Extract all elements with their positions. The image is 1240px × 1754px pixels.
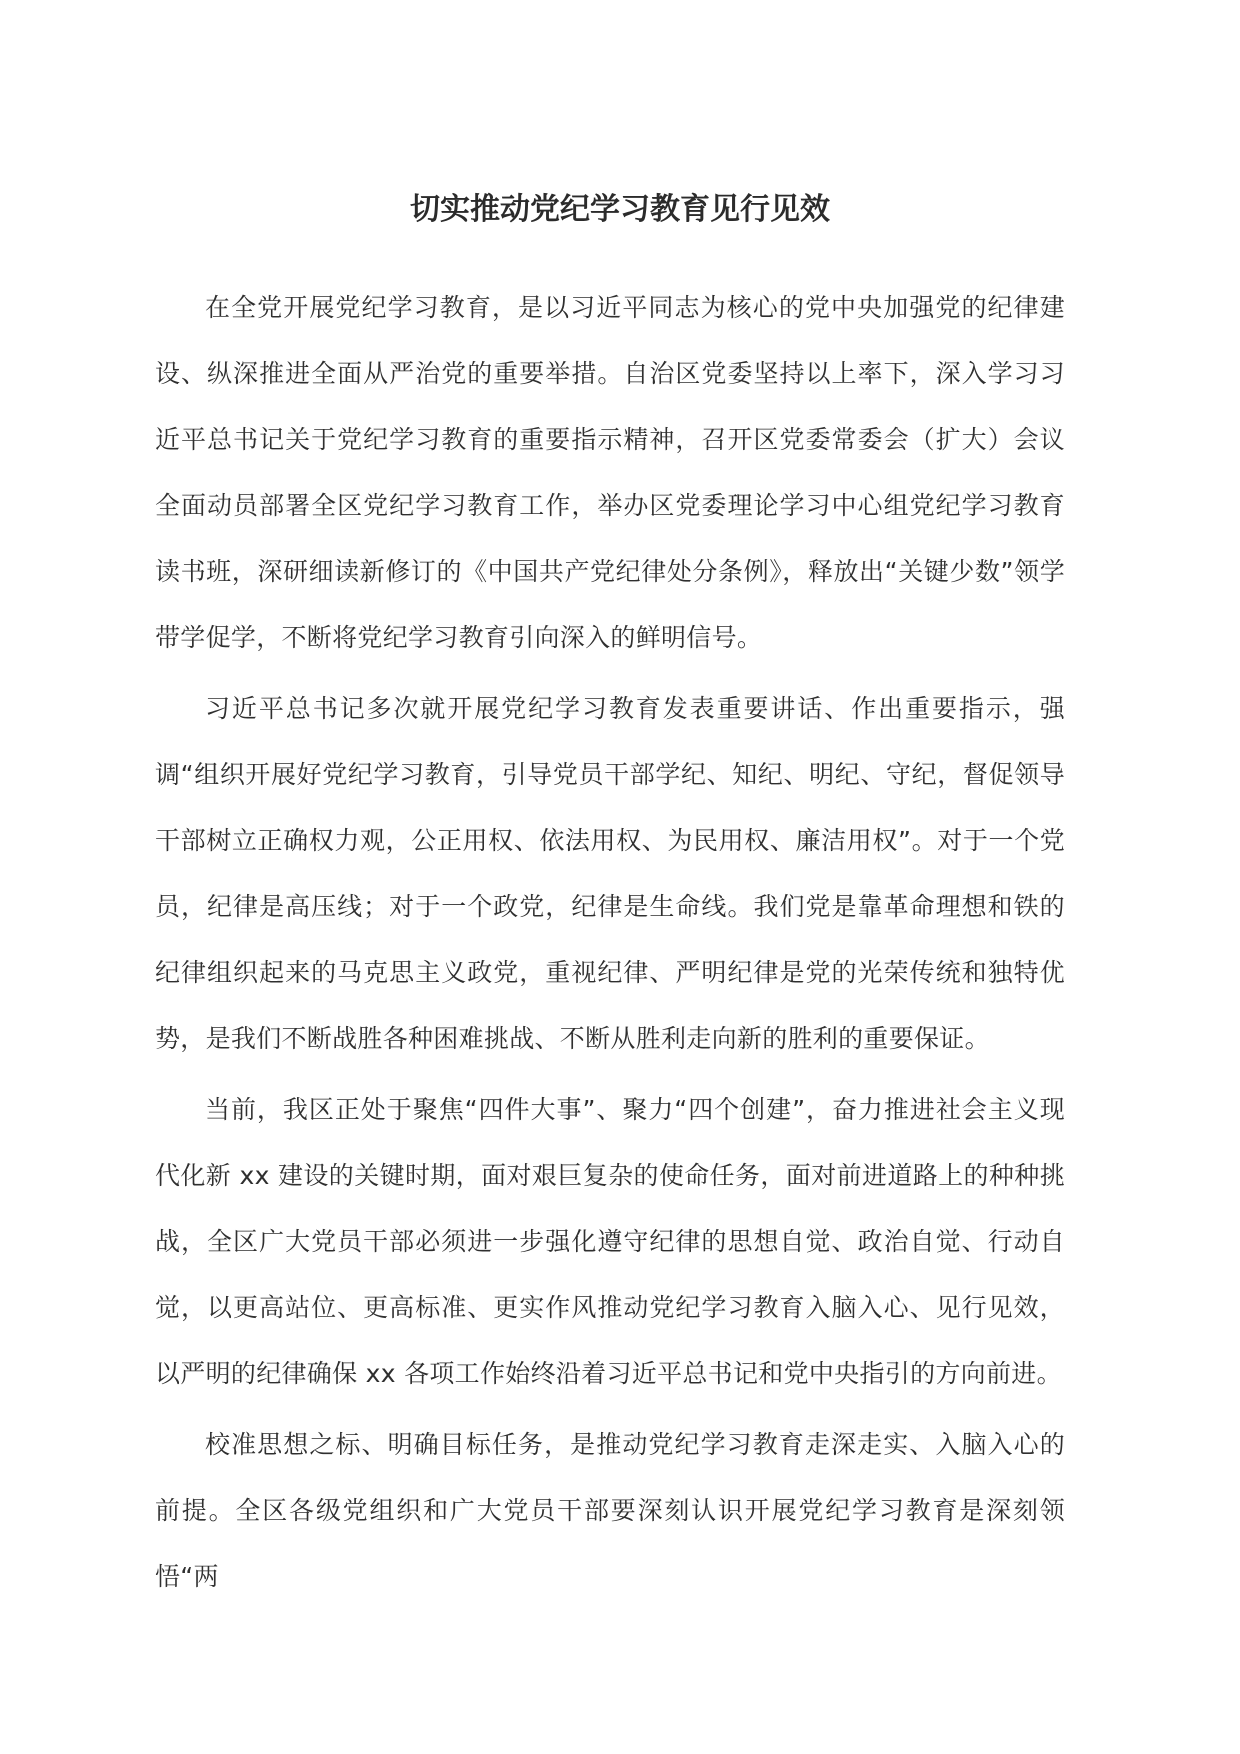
paragraph-2: 习近平总书记多次就开展党纪学习教育发表重要讲话、作出重要指示，强调“组织开展好党纪学习教育，引导党员干部学纪、知纪、明纪、守纪，督促领导干部树立正确权力观，公正用权、依法用权、为民用权、廉洁用权”。对于一个党员，纪律是高压线；对于一个政党，纪律是生命线。我们党是靠革命理想和铁的纪律组织起来的马克思主义政党，重视纪律、严明纪律是党的光荣传统和独特优势，是我们不断战胜各种困难挑战、不断从胜利走向新的胜利的重要保证。	[155, 694, 1065, 1053]
paragraph-3: 当前，我区正处于聚焦“四件大事”、聚力“四个创建”，奋力推进社会主义现代化新 xx 建设的关键时期，面对艰巨复杂的使命任务，面对前进道路上的种种挑战，全区广大党员干部必须进一步强化遵守纪律的思想自觉、政治自觉、行动自觉，以更高站位、更高标准、更实作风推动党纪学习教育入脑入心、见行见效，以严明的纪律确保 xx 各项工作始终沿着习近平总书记和党中央指引的方向前进。	[155, 1095, 1065, 1388]
document-title: 切实推动党纪学习教育见行见效	[410, 192, 830, 227]
paragraph-4: 校准思想之标、明确目标任务，是推动党纪学习教育走深走实、入脑入心的前提。全区各级党组织和广大党员干部要深刻认识开展党纪学习教育是深刻领悟“两	[155, 1430, 1065, 1591]
document-body	[155, 275, 1065, 1615]
paragraph-1: 在全党开展党纪学习教育，是以习近平同志为核心的党中央加强党的纪律建设、纵深推进全面从严治党的重要举措。自治区党委坚持以上率下，深入学习习近平总书记关于党纪学习教育的重要指示精神，召开区党委常委会（扩大）会议全面动员部署全区党纪学习教育工作，举办区党委理论学习中心组党纪学习教育读书班，深研细读新修订的《中国共产党纪律处分条例》，释放出“关键少数”领学带学促学，不断将党纪学习教育引向深入的鲜明信号。	[155, 293, 1065, 652]
